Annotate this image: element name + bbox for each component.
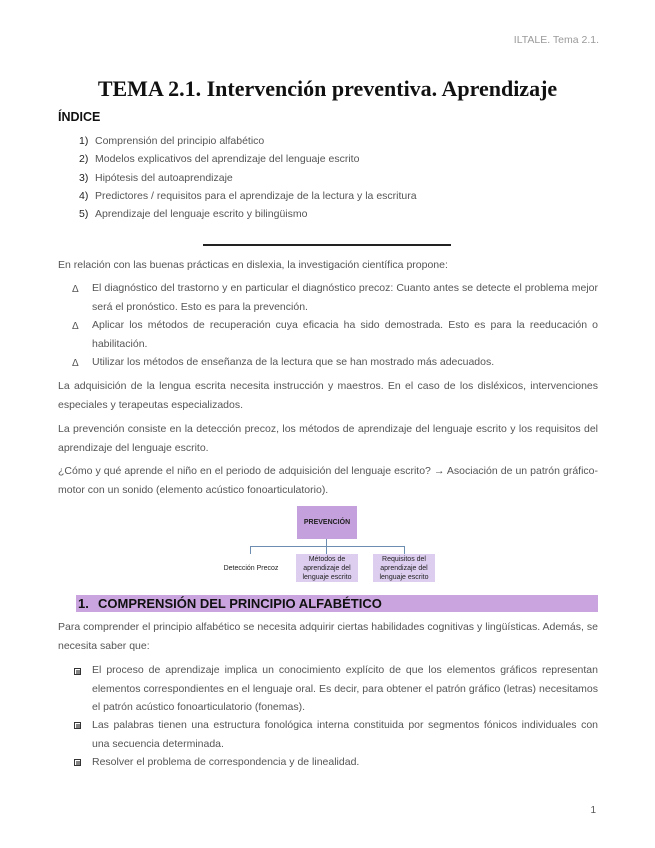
section-heading: 1. COMPRENSIÓN DEL PRINCIPIO ALFABÉTICO [76, 595, 598, 612]
diagram-child-node: Detección Precoz [220, 554, 282, 582]
diagram-connector [250, 546, 405, 547]
running-header: ILTALE. Tema 2.1. [513, 34, 599, 46]
triangle-bullet-icon: Δ [72, 321, 79, 332]
paragraph: La adquisición de la lengua escrita necesita instrucción y maestros. En el caso de los disléxicos, intervenciones especiales y terapeutas especializados. [58, 380, 598, 411]
diagram-connector [250, 546, 251, 554]
toc-item: 1) Comprensión del principio alfabético [79, 135, 265, 147]
table-of-contents [79, 135, 417, 226]
diagram-connector [326, 546, 327, 554]
paragraph: La prevención consiste en la detección precoz, los métodos de aprendizaje del lenguaje escrito y los requisitos del aprendizaje del lenguaje escrito. [58, 423, 598, 454]
toc-item: 3) Hipótesis del autoaprendizaje [79, 171, 233, 184]
paragraph: ¿Cómo y qué aprende el niño en el periodo de adquisición del lenguaje escrito? → Asociación de un patrón gráfico-motor con un sonido (elemento acústico fonoarticulatorio). [58, 465, 598, 496]
bullet-item: El proceso de aprendizaje implica un conocimiento explícito de que los elementos gráficos representan elementos correspondientes en el lenguaje oral. Es decir, para obtener el patrón gráfico (letras) necesitamos el patrón acústico fonoarticulatorio (fonemas). [92, 664, 598, 713]
divider-rule [203, 244, 451, 246]
bullet-item: Las palabras tienen una estructura fonológica interna constituida por segmentos fónicos individuales con una secuencia determinada. [92, 719, 598, 750]
bullet-item: Utilizar los métodos de enseñanza de la lectura que se han mostrado más adecuados. [92, 356, 495, 368]
checkbox-bullet-icon [74, 668, 81, 675]
toc-item: 2) Modelos explicativos del aprendizaje del lenguaje escrito [79, 153, 360, 166]
checkbox-bullet-icon [74, 722, 81, 729]
bullet-item: Aplicar los métodos de recuperación cuya eficacia ha sido demostrada. Esto es para la reeducación o habilitación. [92, 319, 598, 350]
section-intro-paragraph: Para comprender el principio alfabético se necesita adquirir ciertas habilidades cognitivas y lingüísticas. Además, se necesita saber que: [58, 621, 598, 652]
toc-item: 4) Predictores / requisitos para el aprendizaje de la lectura y la escritura [79, 189, 417, 202]
checkbox-bullet-icon [74, 759, 81, 766]
triangle-bullet-icon: Δ [72, 358, 79, 369]
diagram-child-node: Requisitos del aprendizaje del lenguaje escrito [373, 554, 435, 582]
page-number: 1 [590, 805, 596, 816]
diagram-root-node: PREVENCIÓN [297, 506, 357, 539]
triangle-bullet-icon: Δ [72, 284, 79, 295]
diagram-connector [326, 539, 327, 546]
toc-item: 5) Aprendizaje del lenguaje escrito y bilingüismo [79, 208, 308, 221]
page-title: TEMA 2.1. Intervención preventiva. Aprendizaje [97, 76, 558, 101]
bullet-item: El diagnóstico del trastorno y en particular el diagnóstico precoz: Cuanto antes se detecte el problema mejor será el pronóstico. Esto es para la prevención. [92, 282, 598, 313]
index-heading: ÍNDICE [58, 110, 101, 124]
bullet-item: Resolver el problema de correspondencia y de linealidad. [92, 756, 360, 768]
diagram-child-node: Métodos de aprendizaje del lenguaje escrito [296, 554, 358, 582]
intro-paragraph: En relación con las buenas prácticas en dislexia, la investigación científica propone: [58, 259, 448, 271]
diagram-connector [404, 546, 405, 554]
